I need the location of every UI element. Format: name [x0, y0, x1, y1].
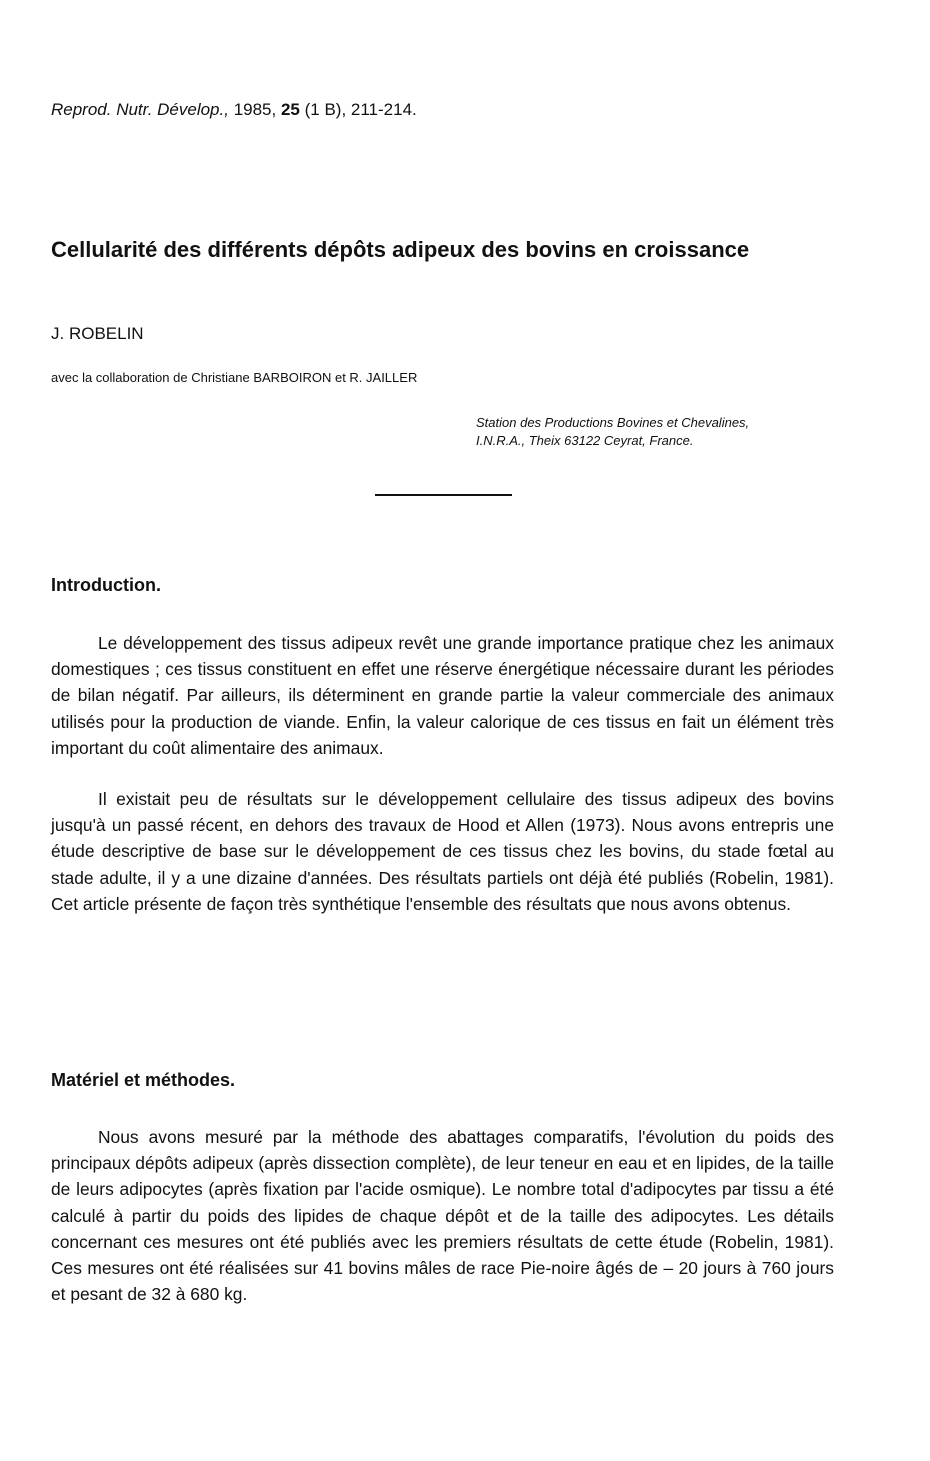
- methods-paragraph-1: Nous avons mesuré par la méthode des abattages comparatifs, l'évolution du poids des principaux dépôts adipeux (après dissection complète), de leur teneur en eau et en lipides, de la taille de leurs adipocytes (après fixation par l'acide osmique). Le nombre total d'adipocytes par tissu a été calculé à partir du poids des lipides de chaque dépôt et de la taille des adipocytes. Les détails concernant ces mesures ont été publiés avec les premiers résultats de cette étude (Robelin, 1981). Ces mesures ont été réalisées sur 41 bovins mâles de race Pie-noire âgés de – 20 jours à 760 jours et pesant de 32 à 680 kg.: [51, 1127, 834, 1305]
- section-heading-methods: Matériel et méthodes.: [51, 1070, 236, 1090]
- section-heading-introduction: Introduction.: [51, 575, 161, 595]
- separator-rule: [375, 494, 512, 496]
- introduction-paragraph-2: Il existait peu de résultats sur le développement cellulaire des tissus adipeux des bovins jusqu'à un passé récent, en dehors des travaux de Hood et Allen (1973). Nous avons entrepris une étude descriptive de base sur le développement de ces tissus chez les bovins, du stade fœtal au stade adulte, il y a une dizaine d'années. Des résultats partiels ont déjà été publiés (Robelin, 1981). Cet article présente de façon très synthétique l'ensemble des résultats que nous avons obtenus.: [51, 789, 834, 914]
- affiliation-line-1: Station des Productions Bovines et Chevalines,: [476, 415, 750, 430]
- volume-number: 25: [280, 100, 300, 119]
- issue-pages: (1 B), 211-214.: [304, 100, 417, 119]
- collaboration-note: avec la collaboration de Christiane BARBOIRON et R. JAILLER: [51, 370, 418, 385]
- journal-name: Reprod. Nutr. Dévelop.,: [51, 100, 229, 119]
- introduction-paragraph-1: Le développement des tissus adipeux revêt une grande importance pratique chez les animaux domestiques ; ces tissus constituent en effet une réserve énergétique nécessaire durant les périodes de bilan négatif. Par ailleurs, ils déterminent en grande partie la valeur commerciale des animaux utilisés pour la production de viande. Enfin, la valeur calorique de ces tissus en fait un élément très important du coût alimentaire des animaux.: [51, 633, 834, 758]
- publication-year: 1985,: [233, 100, 277, 119]
- journal-citation: [51, 100, 417, 120]
- affiliation: [476, 414, 896, 450]
- paper-title: Cellularité des différents dépôts adipeux des bovins en croissance: [51, 237, 750, 262]
- affiliation-line-2: I.N.R.A., Theix 63122 Ceyrat, France.: [476, 433, 694, 448]
- author-name: J. ROBELIN: [51, 324, 144, 343]
